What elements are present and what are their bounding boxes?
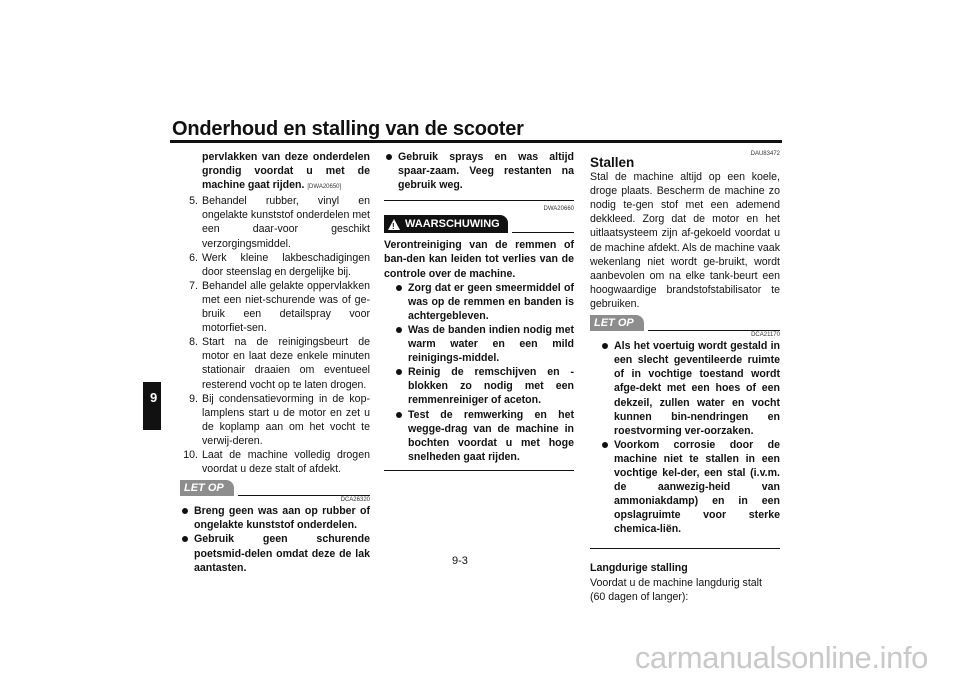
- warning-triangle-icon: !: [388, 219, 400, 230]
- intro-code: [DWA20650]: [307, 184, 342, 191]
- page-number: 9-3: [452, 555, 468, 567]
- notice-header: [180, 480, 370, 496]
- step-list: [180, 194, 370, 476]
- column-1: [180, 150, 370, 575]
- chapter-number: 9: [150, 390, 158, 405]
- notice-list: [180, 504, 370, 574]
- step-item: 5. Behandel rubber, vinyl en ongelakte kunststof onderdelen met een daar-voor geschikt verzorgingsmiddel.: [189, 195, 370, 250]
- step-item: 9. Bij condensatievorming in de kop-lamplens start u de motor en zet u de koplamp aan om het vocht te verwij-deren.: [189, 392, 370, 447]
- notice-code: DCA26320: [340, 497, 370, 504]
- notice-label: LET OP: [590, 315, 644, 331]
- step-item: 8. Start na de reinigingsbeurt de motor en laat deze enkele minuten stationair draaien om eventueel resterend vocht op te laten drogen.: [189, 336, 370, 391]
- warning-list: [394, 281, 574, 464]
- warning-item: Was de banden indien nodig met warm water en een mild reinigings-middel.: [394, 323, 574, 365]
- section-code: DAU83472: [750, 151, 780, 157]
- tip-list: [384, 150, 574, 192]
- section-body: Stal de machine altijd op een koele, droge plaats. Bescherm de machine zo nodig te-gen stof met een ademend dekkleed. Zorg dat de motor en het uitlaatsysteem zijn af-gekoeld voordat u de machine afdekt. Als de machine vaak wekenlang niet wordt ge-bruikt, wordt aanbevolen om na elke tank-beurt een hoogwaardige brandstofstabilisator te gebruiken.: [590, 171, 780, 310]
- header-rule: [170, 140, 782, 143]
- notice-code: DCA21170: [751, 332, 780, 339]
- warning-item: Test de remwerking en het wegge-drag van de machine in bochten voordat u met hoge snelheden gaat rijden.: [394, 408, 574, 464]
- notice-label: LET OP: [180, 480, 234, 496]
- subsection-title: Langdurige stalling: [590, 562, 688, 575]
- section-title: Stallen: [590, 155, 635, 170]
- column-2: [384, 150, 574, 471]
- notice-item: Voorkom corrosie door de machine niet te stallen in een vochtige kel-der, een stal (i.v.m. de aanwezig-heid van ammoniakdamp) en in een opslagruimte voor sterke chemica-liën.: [600, 438, 780, 537]
- notice-item: Breng geen was aan op rubber of ongelakte kunststof onderdelen.: [180, 504, 370, 532]
- warning-item: Reinig de remschijven en -blokken zo nodig met een remmenreiniger of aceton.: [394, 365, 574, 407]
- notice-item: Als het voertuig wordt gestald in een slecht geventileerde ruimte of in vochtige toestand wordt afge-dekt met een hoes of een dekzeil, zullen water en vocht kunnen bin-nendringen en roestvorming ver-oorzaken.: [600, 339, 780, 438]
- page-title: Onderhoud en stalling van de scooter: [172, 118, 524, 140]
- watermark: carmanualsonline.info: [634, 640, 928, 675]
- tip-item: Gebruik sprays en was altijd spaar-zaam. Veeg restanten na gebruik weg.: [384, 150, 574, 192]
- subsection-body: Voordat u de machine langdurig stalt (60 dagen of langer):: [590, 576, 762, 603]
- step-item: 7. Behandel alle gelakte oppervlakken met een niet-schurende was of ge-bruik een detailspray voor motorfiet-sen.: [189, 279, 370, 335]
- warning-intro: Verontreiniging van de remmen of ban-den kan leiden tot verlies van de controle over de machine.: [384, 239, 574, 280]
- intro-bold-text: pervlakken van deze onderdelen grondig voordat u met de machine gaat rijden.: [202, 151, 370, 192]
- warning-label: WAARSCHUWING: [405, 218, 500, 231]
- notice-item: Gebruik geen schurende poetsmid-delen omdat deze de lak aantasten.: [180, 532, 370, 574]
- notice-header: [590, 315, 780, 331]
- warning-header: [384, 215, 574, 233]
- warning-code: DWA20660: [543, 206, 574, 213]
- step-item: 6. Werk kleine lakbeschadigingen door steenslag en dergelijke bij.: [189, 251, 370, 278]
- warning-item: Zorg dat er geen smeermiddel of was op de remmen en banden is achtergebleven.: [394, 281, 574, 323]
- notice-list: [600, 339, 780, 536]
- step-item: 10. Laat de machine volledig drogen voordat u deze stalt of afdekt.: [183, 448, 370, 476]
- column-3: [590, 150, 780, 604]
